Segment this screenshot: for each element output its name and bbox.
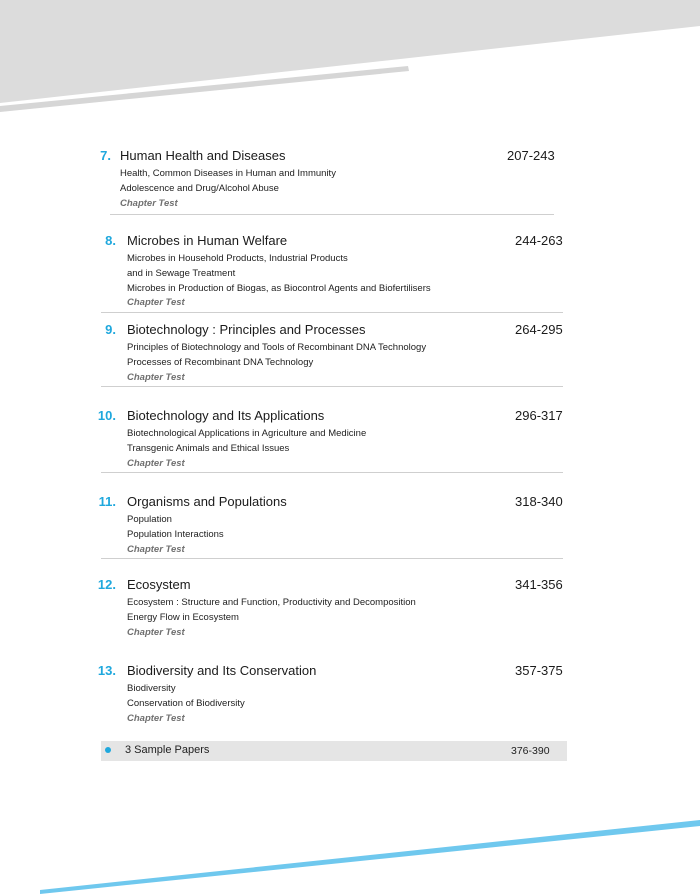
chapter-page-range: 357-375 <box>515 663 563 678</box>
chapter-topic: Biotechnological Applications in Agriculture and Medicine <box>127 428 367 439</box>
chapter-title: Ecosystem <box>127 577 191 592</box>
chapter-topic: and in Sewage Treatment <box>127 267 236 279</box>
chapter-number: 11. <box>98 494 116 509</box>
chapter-topic-list <box>127 427 366 471</box>
chapter-topic: Health, Common Diseases in Human and Immunity <box>120 168 336 179</box>
top-gray-banner <box>0 0 700 103</box>
chapter-test-label: Chapter Test <box>127 371 185 383</box>
chapter-page-range: 244-263 <box>515 233 563 248</box>
chapter-number: 13. <box>97 663 116 678</box>
chapter-title: Biotechnology and Its Applications <box>127 408 325 423</box>
chapter-number: 12. <box>97 577 116 592</box>
chapter-test-label: Chapter Test <box>127 712 185 724</box>
chapter-page-range: 207-243 <box>507 148 555 163</box>
divider <box>110 214 554 215</box>
divider <box>101 312 563 313</box>
sample-papers-label: 3 Sample Papers <box>125 744 210 756</box>
chapter-page-range: 318-340 <box>515 494 563 509</box>
chapter-topic-list <box>127 682 245 726</box>
chapter-test-label: Chapter Test <box>120 197 178 209</box>
chapter-title: Microbes in Human Welfare <box>127 233 288 248</box>
chapter-topic-list <box>127 252 431 311</box>
sample-papers-row[interactable] <box>101 741 567 761</box>
chapter-page-range: 264-295 <box>515 322 563 337</box>
top-gray-stripe <box>0 66 409 112</box>
chapter-topic: Transgenic Animals and Ethical Issues <box>127 442 290 454</box>
chapter-topic-list <box>127 513 224 557</box>
chapter-topic: Ecosystem : Structure and Function, Productivity and Decomposition <box>127 597 416 608</box>
chapter-topic: Adolescence and Drug/Alcohol Abuse <box>120 182 279 194</box>
chapter-number: 7. <box>100 148 111 163</box>
chapter-topic: Population Interactions <box>127 528 224 540</box>
chapter-topic: Energy Flow in Ecosystem <box>127 611 239 623</box>
chapter-test-label: Chapter Test <box>127 297 185 309</box>
chapter-title: Organisms and Populations <box>127 494 287 509</box>
divider <box>101 386 563 387</box>
divider <box>101 472 563 473</box>
chapter-title: Biodiversity and Its Conservation <box>127 663 317 678</box>
chapter-topic: Microbes in Production of Biogas, as Biocontrol Agents and Biofertilisers <box>127 282 431 294</box>
chapter-page-range: 296-317 <box>515 408 563 423</box>
chapter-topic: Population <box>127 514 172 525</box>
chapter-topic-list <box>120 167 336 211</box>
chapter-topic-list <box>127 596 416 640</box>
bullet-icon <box>105 747 111 753</box>
chapter-number: 8. <box>105 233 116 248</box>
chapter-page-range: 341-356 <box>515 577 563 592</box>
chapter-topic: Processes of Recombinant DNA Technology <box>127 356 314 368</box>
chapter-number: 9. <box>105 322 116 337</box>
chapter-test-label: Chapter Test <box>127 457 185 469</box>
chapter-test-label: Chapter Test <box>127 626 185 638</box>
chapter-test-label: Chapter Test <box>127 543 185 555</box>
chapter-topic: Principles of Biotechnology and Tools of Recombinant DNA Technology <box>127 342 427 353</box>
chapter-number: 10. <box>97 408 116 423</box>
chapter-topic: Biodiversity <box>127 683 176 694</box>
chapter-title: Human Health and Diseases <box>120 148 286 163</box>
chapter-topic: Conservation of Biodiversity <box>127 697 245 709</box>
sample-papers-pages: 376-390 <box>511 745 550 757</box>
divider <box>101 558 563 559</box>
chapter-topic-list <box>127 341 426 385</box>
chapter-title: Biotechnology : Principles and Processes <box>127 322 366 337</box>
bottom-blue-stripe <box>40 820 700 894</box>
chapter-topic: Microbes in Household Products, Industrial Products <box>127 253 348 264</box>
